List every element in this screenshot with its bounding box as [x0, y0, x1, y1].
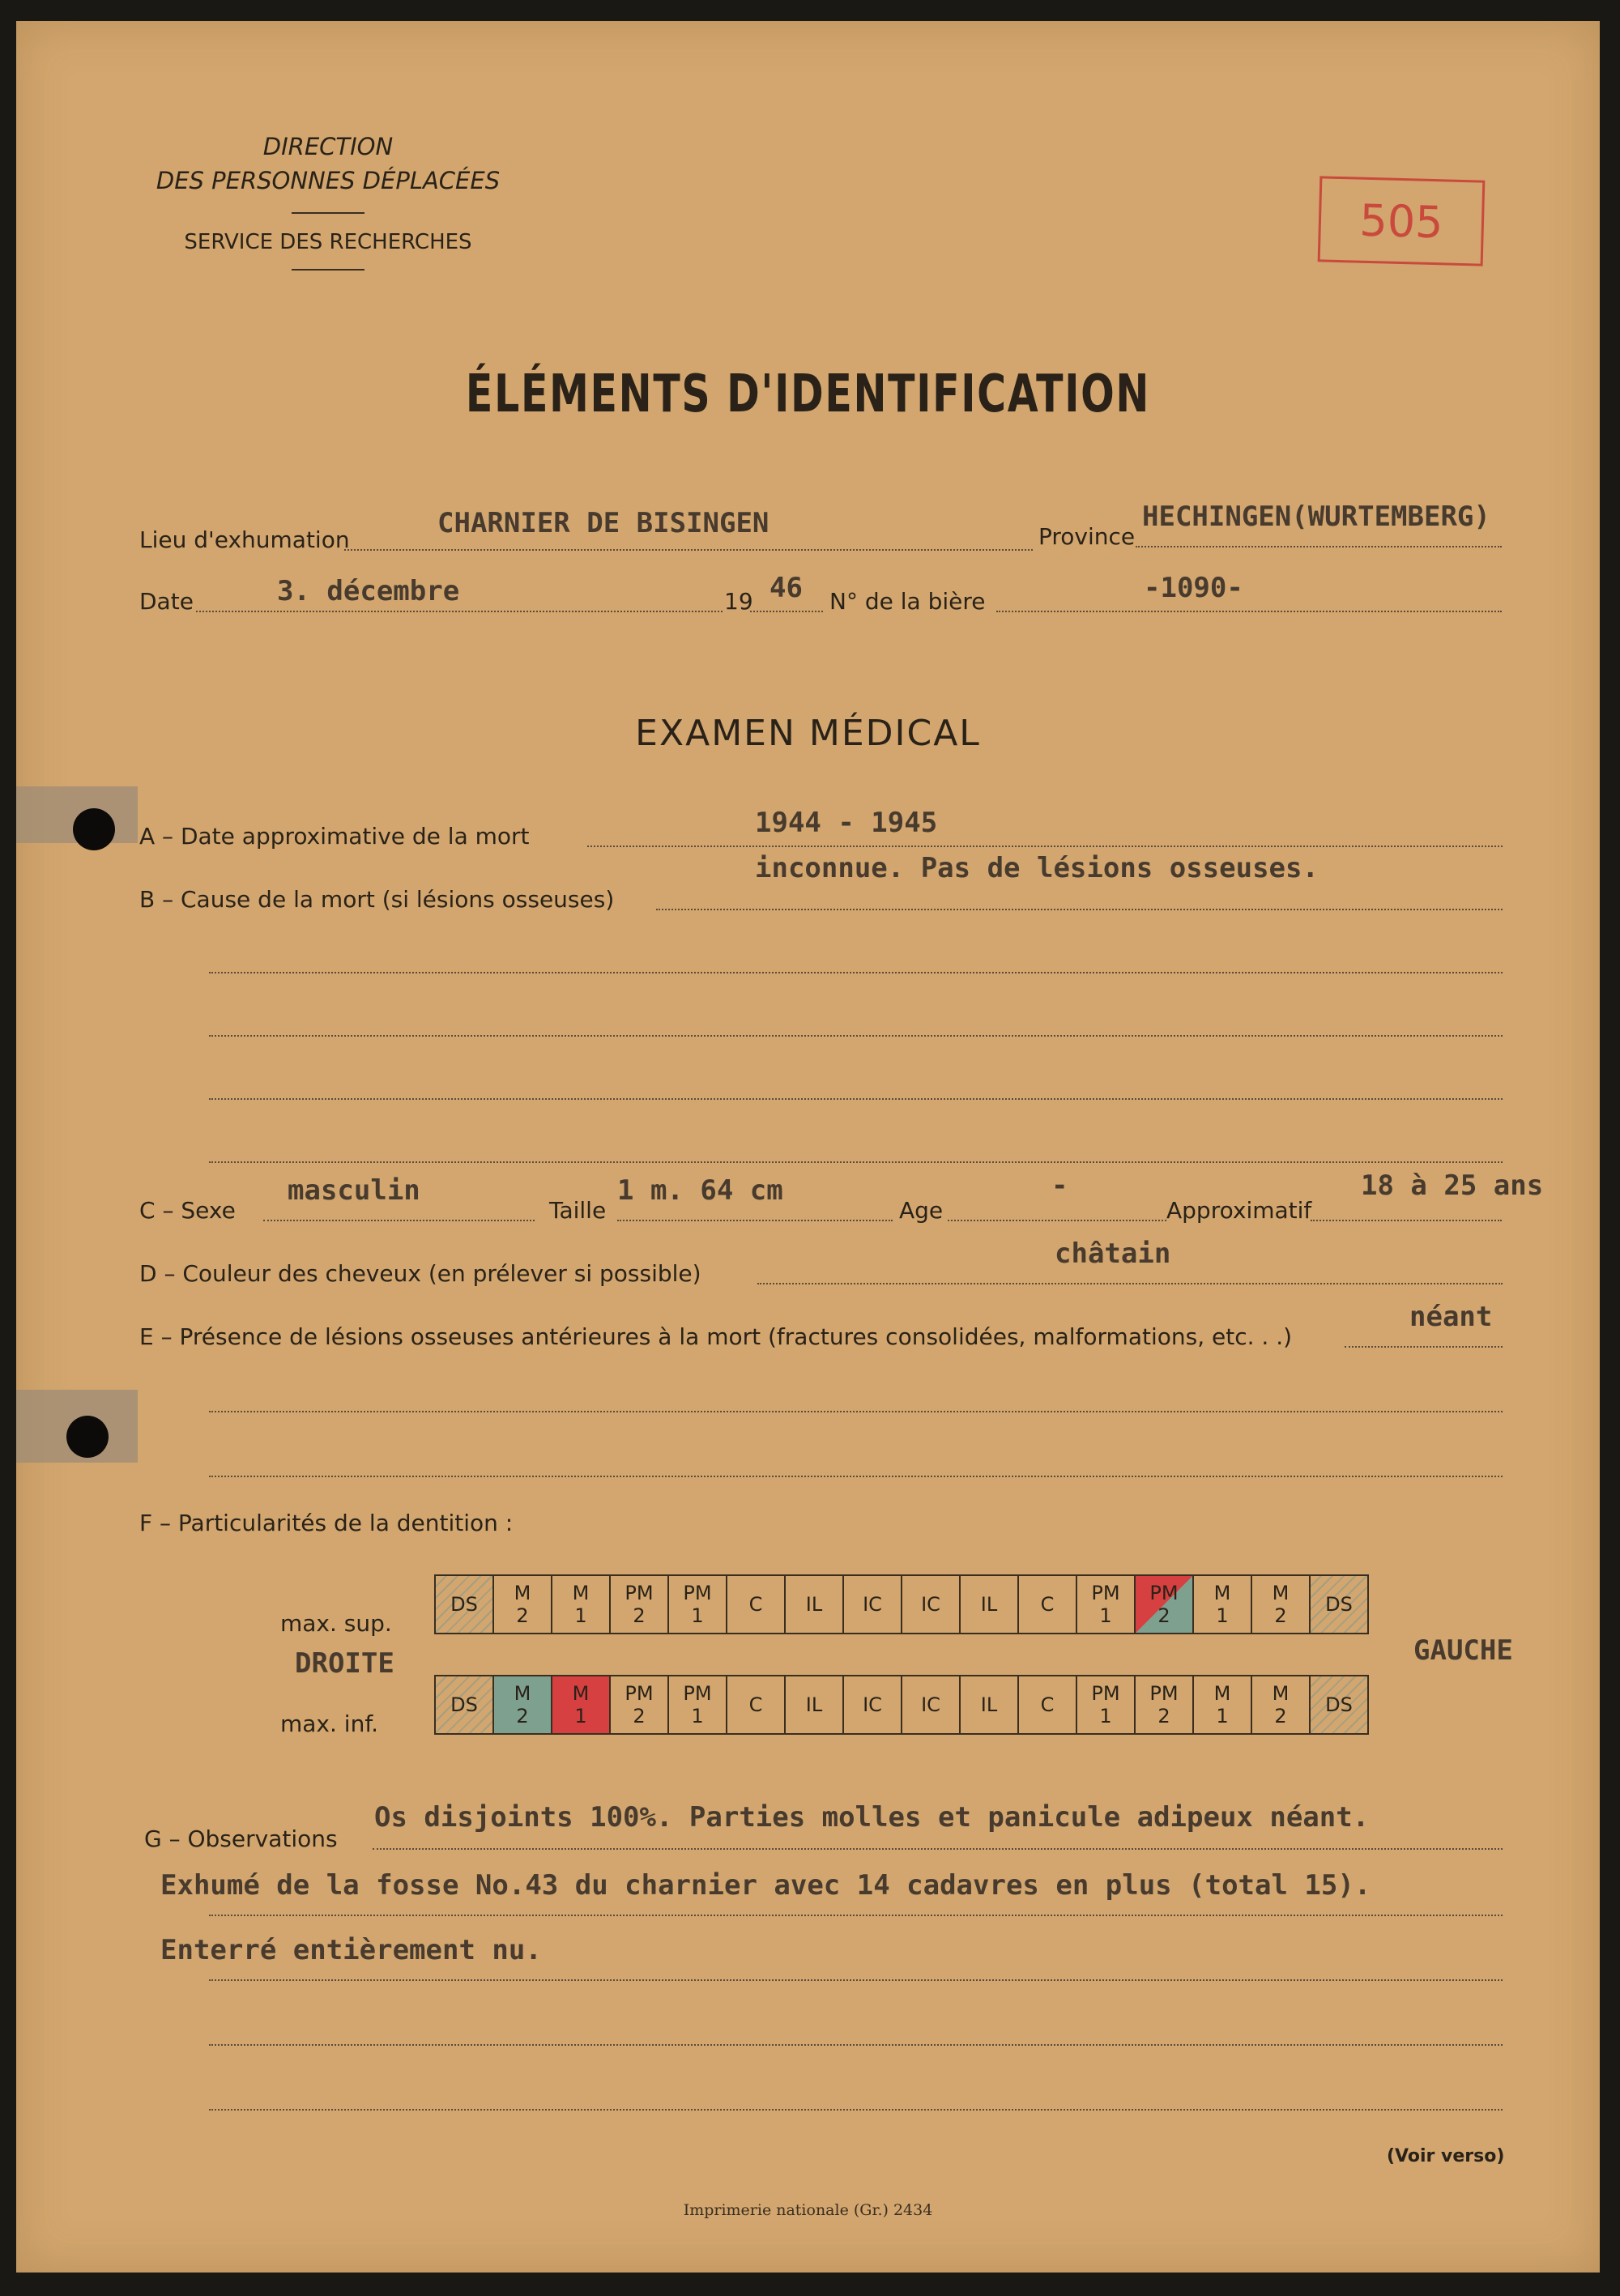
tooth-type: PM	[1149, 1682, 1179, 1705]
gauche-label: GAUCHE	[1413, 1634, 1513, 1667]
b-line-5	[209, 1161, 1503, 1163]
tooth-cell-sup-4	[668, 1575, 727, 1634]
tooth-type: IC	[863, 1693, 882, 1716]
year-value: 46	[770, 572, 803, 604]
d-dots	[757, 1283, 1503, 1284]
tooth-cell-sup-12	[1135, 1575, 1193, 1634]
g-label: G – Observations	[144, 1825, 338, 1852]
tooth-cell-inf-2	[552, 1676, 610, 1734]
obs-line-3: Enterré entièrement nu.	[160, 1934, 542, 1966]
tooth-cell-inf-10	[1018, 1676, 1076, 1734]
province-value: HECHINGEN(WURTEMBERG)	[1142, 501, 1490, 533]
tooth-type: C	[1040, 1593, 1055, 1616]
tooth-number: 1	[691, 1705, 704, 1727]
tooth-cell-sup-0	[435, 1575, 493, 1634]
voir-verso: (Voir verso)	[1387, 2146, 1505, 2166]
tooth-number: 1	[574, 1604, 587, 1627]
c-value: masculin	[288, 1174, 420, 1207]
approx-dots	[1311, 1220, 1502, 1221]
e-label: E – Présence de lésions osseuses antérieures à la mort (fractures consolidées, malformations, etc. . .)	[139, 1323, 1293, 1350]
tooth-cell-sup-3	[610, 1575, 668, 1634]
tooth-type: M	[1272, 1582, 1290, 1604]
form-sheet	[16, 21, 1600, 2273]
tooth-cell-inf-3	[610, 1676, 668, 1734]
tooth-cell-inf-0	[435, 1676, 493, 1734]
tooth-type: IL	[980, 1593, 998, 1616]
dentition-sup-label: max. sup.	[280, 1610, 392, 1637]
tooth-type: DS	[450, 1593, 478, 1616]
tooth-number: 1	[1216, 1705, 1229, 1727]
tooth-cell-inf-14	[1251, 1676, 1310, 1734]
tooth-number: 2	[1157, 1705, 1170, 1727]
tooth-type: IC	[863, 1593, 882, 1616]
tooth-cell-sup-13	[1193, 1575, 1251, 1634]
age-value: -	[1051, 1169, 1068, 1202]
tooth-number: 1	[1099, 1705, 1112, 1727]
tooth-type: PM	[625, 1682, 654, 1705]
province-dots	[1136, 546, 1502, 547]
tooth-type: M	[572, 1582, 590, 1604]
tooth-cell-sup-15	[1310, 1575, 1368, 1634]
dentition-upper-table	[434, 1574, 1369, 1634]
lieu-value: CHARNIER DE BISINGEN	[437, 507, 770, 539]
header-personnes: DES PERSONNES DÉPLACÉES	[156, 167, 501, 194]
tooth-cell-sup-10	[1018, 1575, 1076, 1634]
b-value: inconnue. Pas de lésions osseuses.	[755, 852, 1319, 884]
tooth-cell-inf-8	[902, 1676, 960, 1734]
g-dots-4	[209, 2044, 1503, 2046]
tooth-type: PM	[1149, 1582, 1179, 1604]
province-label: Province	[1038, 523, 1136, 550]
tooth-cell-inf-15	[1310, 1676, 1368, 1734]
tooth-number: 1	[1099, 1604, 1112, 1627]
tooth-cell-sup-7	[843, 1575, 902, 1634]
header-service: SERVICE DES RECHERCHES	[184, 230, 472, 254]
tooth-cell-sup-5	[727, 1575, 785, 1634]
g-dots-3	[209, 1979, 1503, 1981]
tooth-number: 2	[633, 1604, 646, 1627]
age-label: Age	[899, 1197, 944, 1224]
e-line-2	[209, 1411, 1503, 1412]
biere-label: N° de la bière	[829, 588, 986, 615]
b-line-2	[209, 972, 1503, 973]
tooth-cell-sup-11	[1076, 1575, 1135, 1634]
tooth-type: C	[1040, 1693, 1055, 1716]
tooth-number: 2	[516, 1604, 529, 1627]
tooth-number: 2	[1274, 1604, 1287, 1627]
header-rule	[292, 212, 364, 214]
dentition-lower-table	[434, 1675, 1369, 1735]
tooth-cell-sup-2	[552, 1575, 610, 1634]
age-dots	[948, 1220, 1166, 1221]
tooth-type: M	[514, 1582, 531, 1604]
year-prefix: 19	[724, 588, 753, 615]
b-line-3	[209, 1035, 1503, 1037]
e-value: néant	[1409, 1301, 1493, 1333]
tooth-type: C	[748, 1693, 763, 1716]
date-value: 3. décembre	[277, 575, 460, 607]
obs-line-2: Exhumé de la fosse No.43 du charnier avec 14 cadavres en plus (total 15).	[160, 1869, 1371, 1902]
g-dots-2	[209, 1915, 1503, 1916]
tooth-cell-sup-6	[785, 1575, 843, 1634]
tooth-cell-inf-1	[493, 1676, 552, 1734]
tooth-cell-inf-13	[1193, 1676, 1251, 1734]
taille-dots	[617, 1220, 893, 1221]
b-line-4	[209, 1098, 1503, 1100]
e-dots	[1345, 1346, 1503, 1348]
tooth-number: 2	[516, 1705, 529, 1727]
tooth-cell-inf-11	[1076, 1676, 1135, 1734]
lieu-label: Lieu d'exhumation	[139, 526, 350, 553]
tooth-type: PM	[1091, 1582, 1120, 1604]
a-value: 1944 - 1945	[755, 807, 938, 839]
a-label: A – Date approximative de la mort	[139, 823, 530, 850]
tooth-number: 1	[691, 1604, 704, 1627]
tooth-cell-sup-9	[960, 1575, 1018, 1634]
imprimerie-footer: Imprimerie nationale (Gr.) 2434	[683, 2201, 933, 2219]
tooth-type: PM	[625, 1582, 654, 1604]
d-value: châtain	[1055, 1237, 1171, 1270]
taille-label: Taille	[549, 1197, 607, 1224]
lieu-dots	[344, 549, 1033, 551]
b-label: B – Cause de la mort (si lésions osseuses)	[139, 886, 615, 913]
tooth-number: 2	[1157, 1604, 1170, 1627]
biere-dots	[996, 611, 1502, 612]
tooth-cell-inf-12	[1135, 1676, 1193, 1734]
tooth-type: PM	[683, 1582, 712, 1604]
header-rule-2	[292, 269, 364, 270]
biere-value: -1090-	[1144, 572, 1243, 604]
tooth-cell-inf-7	[843, 1676, 902, 1734]
c-dots	[263, 1220, 535, 1221]
tooth-type: IL	[980, 1693, 998, 1716]
tooth-cell-sup-8	[902, 1575, 960, 1634]
tooth-number: 1	[574, 1705, 587, 1727]
tooth-cell-sup-14	[1251, 1575, 1310, 1634]
tooth-cell-inf-5	[727, 1676, 785, 1734]
g-dots-1	[373, 1848, 1503, 1850]
approx-label: Approximatif	[1166, 1197, 1312, 1224]
date-label: Date	[139, 588, 194, 615]
tooth-cell-sup-1	[493, 1575, 552, 1634]
tooth-type: C	[748, 1593, 763, 1616]
c-label: C – Sexe	[139, 1197, 236, 1224]
tooth-type: M	[1272, 1682, 1290, 1705]
year-dots	[750, 611, 823, 612]
tooth-type: M	[572, 1682, 590, 1705]
f-label: F – Particularités de la dentition :	[139, 1510, 514, 1536]
date-dots	[196, 611, 723, 612]
d-label: D – Couleur des cheveux (en prélever si possible)	[139, 1260, 701, 1287]
tooth-cell-inf-6	[785, 1676, 843, 1734]
approx-value: 18 à 25 ans	[1361, 1169, 1544, 1202]
tooth-type: PM	[683, 1682, 712, 1705]
punch-hole-bottom	[66, 1416, 109, 1458]
header-direction: DIRECTION	[262, 133, 394, 160]
tooth-cell-inf-4	[668, 1676, 727, 1734]
tooth-type: IL	[805, 1593, 823, 1616]
tooth-number: 1	[1216, 1604, 1229, 1627]
b-dots	[656, 909, 1503, 910]
g-dots-5	[209, 2109, 1503, 2111]
tooth-cell-inf-9	[960, 1676, 1018, 1734]
tooth-type: IC	[921, 1593, 940, 1616]
tooth-type: IL	[805, 1693, 823, 1716]
tooth-number: 2	[1274, 1705, 1287, 1727]
punch-hole-top	[73, 808, 115, 850]
section-title: EXAMEN MÉDICAL	[635, 713, 981, 754]
droite-label: DROITE	[295, 1647, 394, 1680]
tooth-type: DS	[1325, 1593, 1353, 1616]
tooth-type: IC	[921, 1693, 940, 1716]
tooth-number: 2	[633, 1705, 646, 1727]
tooth-type: M	[1213, 1682, 1231, 1705]
a-dots	[587, 846, 1503, 847]
e-line-3	[209, 1476, 1503, 1477]
tooth-type: M	[1213, 1582, 1231, 1604]
tooth-type: M	[514, 1682, 531, 1705]
tooth-type: DS	[450, 1693, 478, 1716]
tooth-type: PM	[1091, 1682, 1120, 1705]
taille-value: 1 m. 64 cm	[617, 1174, 783, 1207]
page-title: ÉLÉMENTS D'IDENTIFICATION	[465, 364, 1151, 424]
stamp-number: 505	[1318, 176, 1486, 266]
tooth-type: DS	[1325, 1693, 1353, 1716]
dentition-inf-label: max. inf.	[280, 1710, 379, 1737]
obs-line-1: Os disjoints 100%. Parties molles et panicule adipeux néant.	[374, 1801, 1370, 1834]
